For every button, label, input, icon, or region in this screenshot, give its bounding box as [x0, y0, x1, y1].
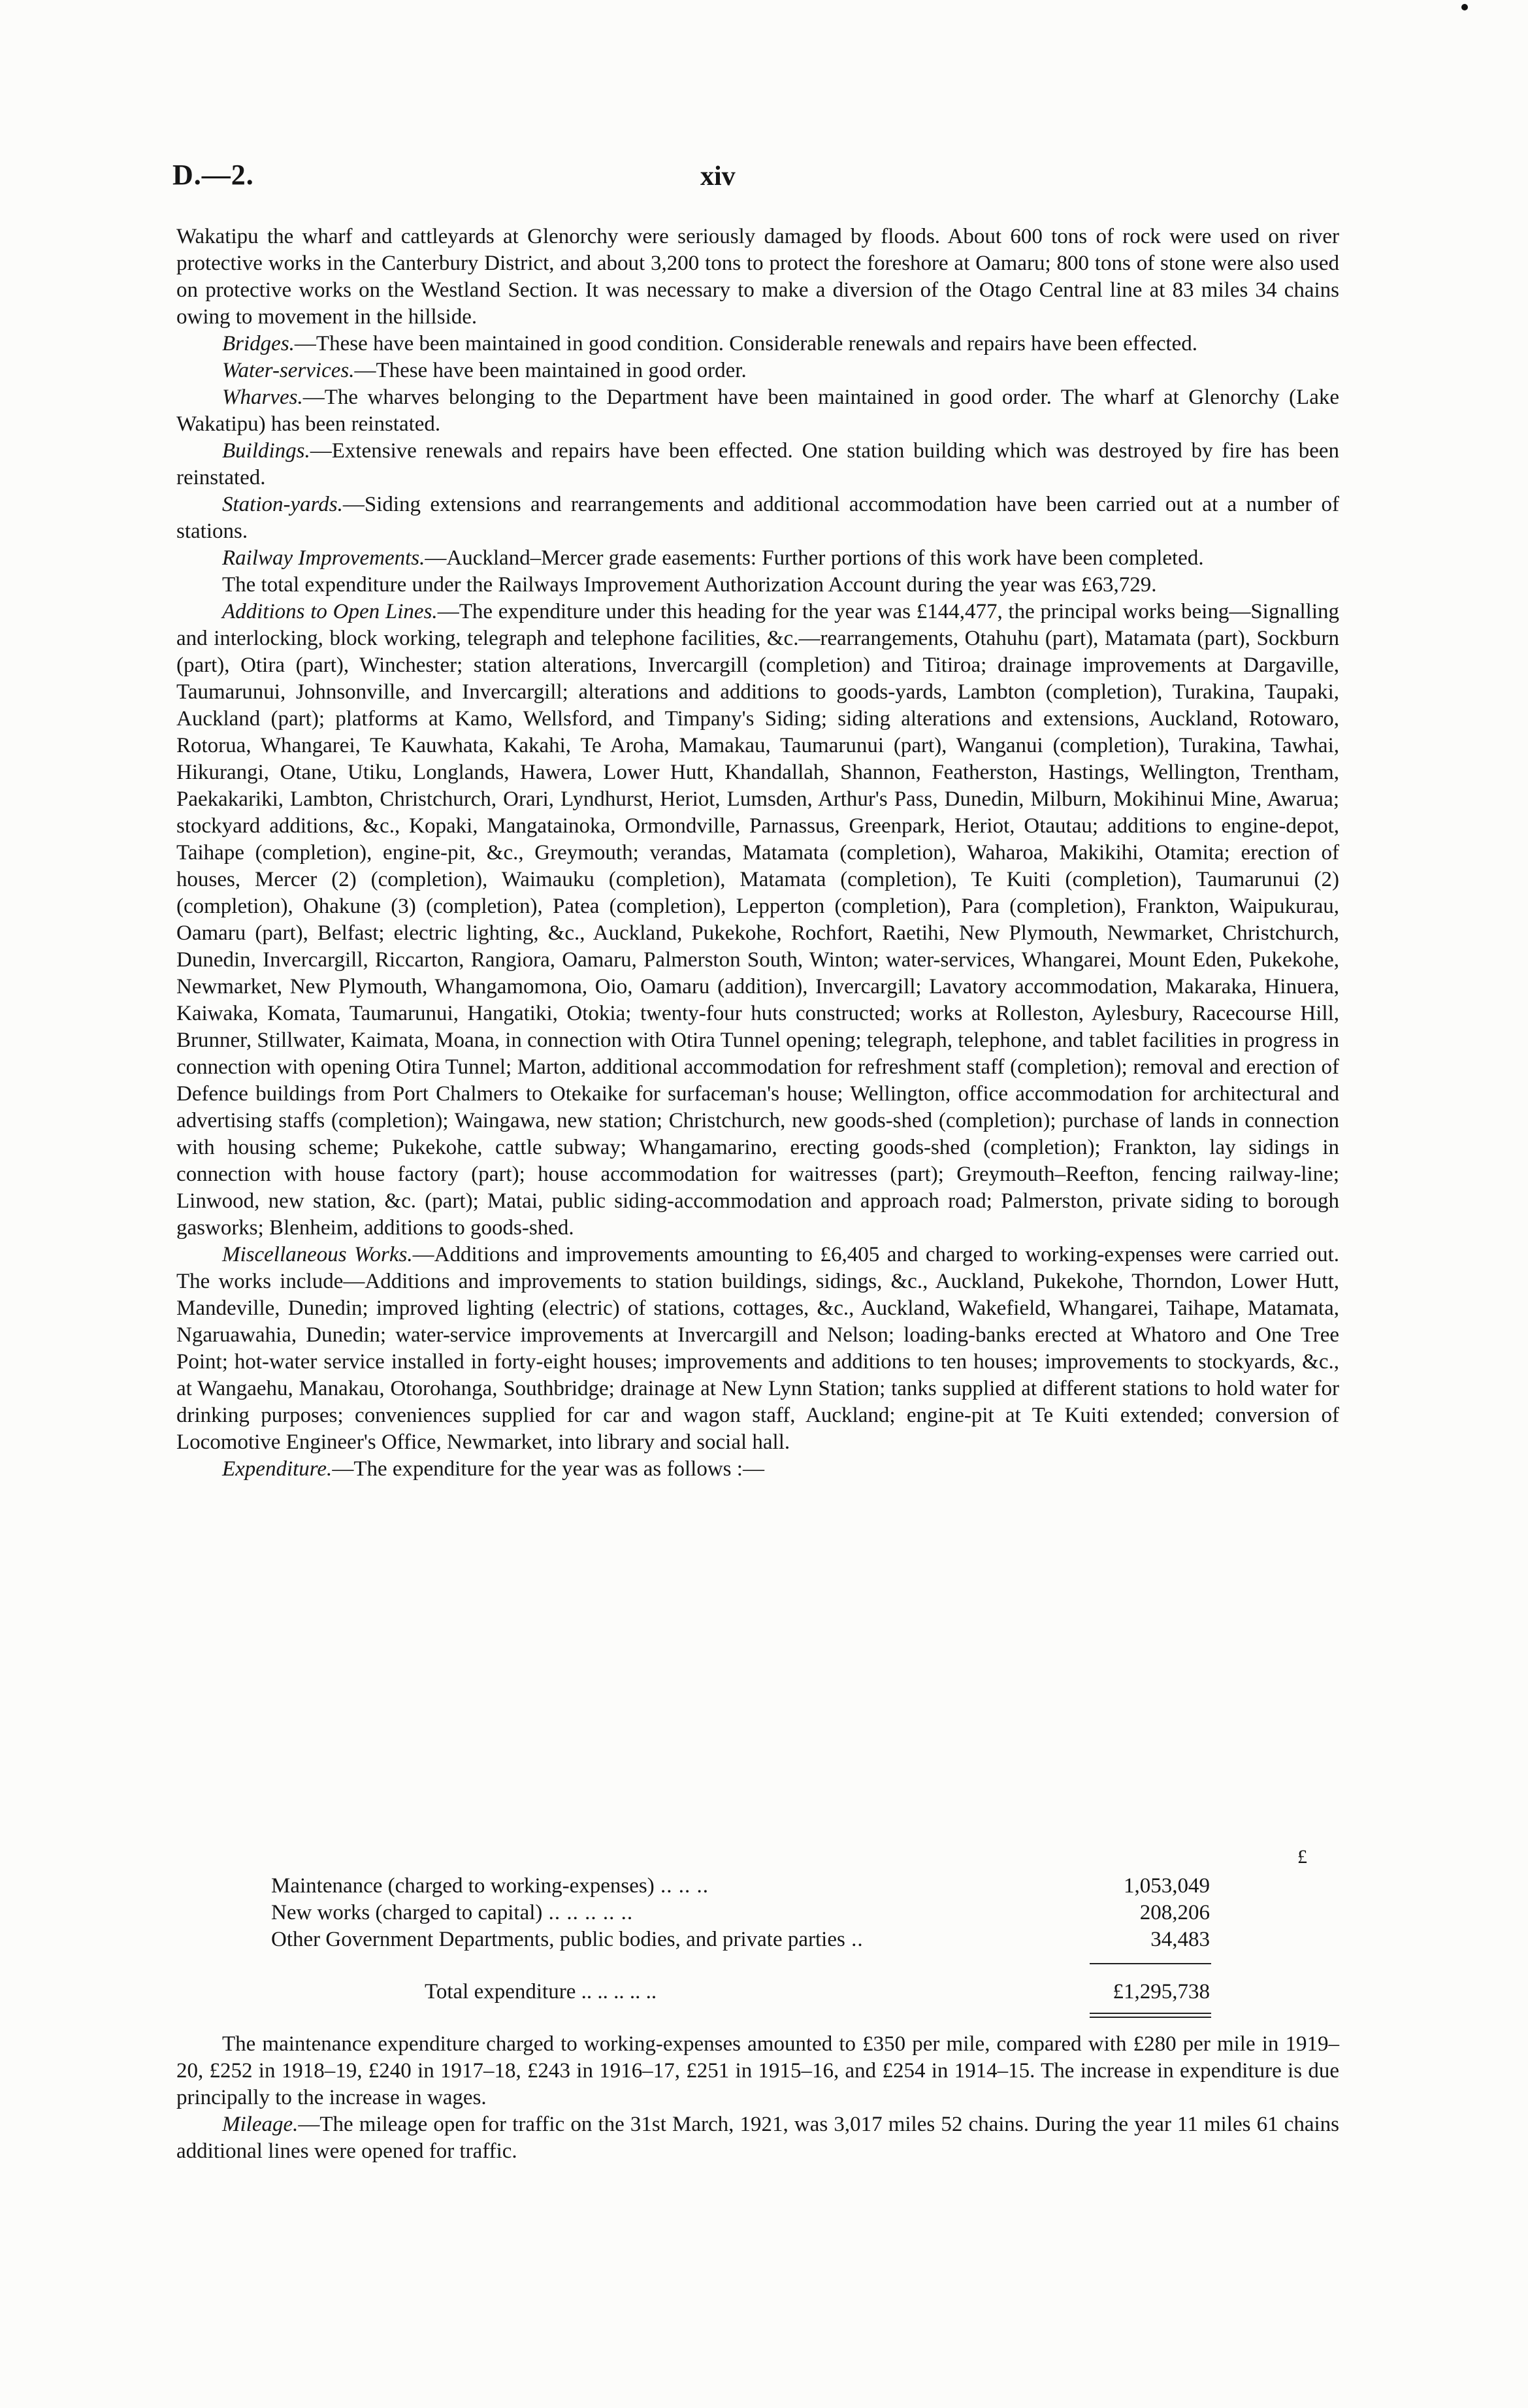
expenditure-row: Other Government Departments, public bodies, and private parties .. — [271, 1928, 864, 1951]
ink-speck — [1461, 4, 1468, 10]
currency-symbol: £ — [1297, 1846, 1307, 1868]
heading-expenditure: Expenditure. — [222, 1457, 333, 1481]
heading-bridges: Bridges. — [222, 332, 295, 355]
subtotal-rule — [1090, 1963, 1211, 1964]
total-rule — [1090, 2013, 1211, 2014]
heading-station-yards: Station-yards. — [222, 493, 343, 516]
total-rule — [1090, 2017, 1211, 2018]
heading-additions-open-lines: Additions to Open Lines. — [222, 600, 438, 623]
total-row: Total expenditure .. .. .. .. .. — [425, 1980, 657, 2004]
heading-wharves: Wharves. — [222, 386, 303, 409]
paragraph-water-services: Water-services.—These have been maintained in good order. — [222, 359, 747, 382]
expenditure-row: Maintenance (charged to working-expenses) .. .. .. — [271, 1874, 709, 1898]
expenditure-amount: 34,483 — [1150, 1928, 1210, 1951]
paragraph-railway-improvements: Railway Improvements.—Auckland–Mercer grade easements: Further portions of this work have been completed. — [222, 546, 1204, 570]
paragraph-improvement-total: The total expenditure under the Railways Improvement Authorization Account during the year was £63,729. — [222, 573, 1157, 597]
paragraph-miscellaneous-works: Miscellaneous Works.—Additions and improvements amounting to £6,405 and charged to working-expenses were carried out. The works include—Additions and improvements to station buildings, sidings, &c., Auckland, Pukekohe, Thorndon, Lower Hutt, Mandeville, Dunedin; improved lighting (electric) of stations, cottages, &c., Auckland, Wakefield, Whangarei, Taihape, Matamata, Ngaruawahia, Dunedin; water-service improvements at Invercargill and Nelson; loading-banks erected at Whatoro and One Tree Point; hot-water service installed in forty-eight houses; improvements and additions to ten houses; improvements to stockyards, &c., at Wangaehu, Manakau, Otorohanga, Southbridge; drainage at New Lynn Station; tanks supplied at different stations to hold water for drinking purposes; conveniences supplied for car and wagon staff, Auckland; engine-pit at Te Kuiti extended; conversion of Locomotive Engineer's Office, Newmarket, into library and social hall. — [176, 1243, 1339, 1454]
expenditure-amount: 1,053,049 — [1124, 1874, 1210, 1898]
page-number: xiv — [700, 161, 736, 191]
body-text — [176, 223, 1339, 1483]
paragraph-expenditure: Expenditure.—The expenditure for the year was as follows :— — [222, 1457, 764, 1481]
paragraph-maintenance-per-mile: The maintenance expenditure charged to working-expenses amounted to £350 per mile, compared with £280 per mile in 1919–20, £252 in 1918–19, £240 in 1917–18, £243 in 1916–17, £251 in 1915–16, and £254 in 1914–15. The increase in expenditure is due principally to the increase in wages. — [176, 2032, 1339, 2109]
paragraph-mileage: Mileage.—The mileage open for traffic on the 31st March, 1921, was 3,017 miles 52 chains. During the year 11 miles 61 chains additional lines were opened for traffic. — [176, 2113, 1339, 2163]
heading-water-services: Water-services. — [222, 359, 355, 382]
document-reference: D.—2. — [172, 159, 254, 191]
closing-text — [176, 2031, 1339, 2165]
total-amount: £1,295,738 — [1113, 1980, 1210, 2004]
paragraph-station-yards: Station-yards.—Siding extensions and rearrangements and additional accommodation have been carried out at a number of stations. — [176, 493, 1339, 543]
paragraph-buildings: Buildings.—Extensive renewals and repairs have been effected. One station building which was destroyed by fire has been reinstated. — [176, 439, 1339, 489]
expenditure-row: New works (charged to capital) .. .. .. .. .. — [271, 1901, 634, 1924]
heading-mileage: Mileage. — [222, 2113, 299, 2136]
heading-miscellaneous-works: Miscellaneous Works. — [222, 1243, 413, 1266]
heading-buildings: Buildings. — [222, 439, 310, 463]
paragraph-additions-open-lines: Additions to Open Lines.—The expenditure under this heading for the year was £144,477, the principal works being—Signalling and interlocking, block working, telegraph and telephone facilities, &c.—rearrangements, Otahuhu (part), Matamata (part), Sockburn (part), Otira (part), Winchester; station alterations, Invercargill (completion) and Titiroa; drainage improvements at Dargaville, Taumarunui, Johnsonville, and Invercargill; alterations and additions to goods-yards, Lambton (completion), Turakina, Taupaki, Auckland (part); platforms at Kamo, Wellsford, and Timpany's Siding; siding alterations and extensions, Auckland, Rotowaro, Rotorua, Whangarei, Te Kauwhata, Kakahi, Te Aroha, Mamakau, Taumarunui (part), Wanganui (completion), Turakina, Tawhai, Hikurangi, Otane, Utiku, Longlands, Hawera, Lower Hutt, Khandallah, Shannon, Featherston, Hastings, Wellington, Trentham, Paekakariki, Lambton, Christchurch, Orari, Lyndhurst, Heriot, Lumsden, Arthur's Pass, Dunedin, Milburn, Mokihinui Mine, Awarua; stockyard additions, &c., Kopaki, Mangatainoka, Ormondville, Parnassus, Greenpark, Heriot, Otautau; additions to engine-depot, Taihape (completion), engine-pit, &c., Greymouth; verandas, Matamata (completion), Waharoa, Makikihi, Otamita; erection of houses, Mercer (2) (completion), Waimauku (completion), Matamata (completion), Te Kuiti (completion), Taumarunui (2) (completion), Ohakune (3) (completion), Patea (completion), Lepperton (completion), Para (completion), Frankton, Waipukurau, Oamaru (part), Belfast; electric lighting, &c., Auckland, Pukekohe, Rochfort, Raetihi, New Plymouth, Newmarket, Christchurch, Dunedin, Invercargill, Riccarton, Rangiora, Oamaru, Palmerston South, Winton; water-services, Whangarei, Mount Eden, Pukekohe, Newmarket, New Plymouth, Whangamomona, Oio, Oamaru (addition), Invercargill; Lavatory accommodation, Makaraka, Hinuera, Kaiwaka, Komata, Taumarunui, Hangatiki, Otokia; twenty-four huts constructed; works at Rolleston, Aylesbury, Racecourse Hill, Brunner, Stillwater, Kaimata, Moana, in connection with Otira Tunnel opening; telegraph, telephone, and tablet facilities in progress in connection with opening Otira Tunnel; Marton, additional accommodation for refreshment staff (completion); removal and erection of Defence buildings from Port Chalmers to Otekaike for surfaceman's house; Wellington, office accommodation for architectural and advertising staffs (completion); Waingawa, new station; Christchurch, new goods-shed (completion); purchase of lands in connection with housing scheme; Pukekohe, cattle subway; Whangamarino, erecting goods-shed (completion); Frankton, lay sidings in connection with house factory (part); house accommodation for waitresses (part); Greymouth–Reefton, fencing railway-line; Linwood, new station, &c. (part); Matai, public siding-accommodation and approach road; Palmerston, private siding to borough gasworks; Blenheim, additions to goods-shed. — [176, 600, 1339, 1240]
heading-railway-improvements: Railway Improvements. — [222, 546, 425, 570]
paragraph-floods: Wakatipu the wharf and cattleyards at Glenorchy were seriously damaged by floods. About 600 tons of rock were used on river protective works in the Canterbury District, and about 3,200 tons to protect the foreshore at Oamaru; 800 tons of stone were also used on protective works on the Westland Section. It was necessary to make a diversion of the Otago Central line at 83 miles 34 chains owing to movement in the hillside. — [176, 225, 1339, 329]
paragraph-bridges: Bridges.—These have been maintained in good condition. Considerable renewals and repairs have been effected. — [222, 332, 1198, 355]
paragraph-wharves: Wharves.—The wharves belonging to the Department have been maintained in good order. The wharf at Glenorchy (Lake Wakatipu) has been reinstated. — [176, 386, 1339, 436]
expenditure-amount: 208,206 — [1139, 1901, 1210, 1924]
